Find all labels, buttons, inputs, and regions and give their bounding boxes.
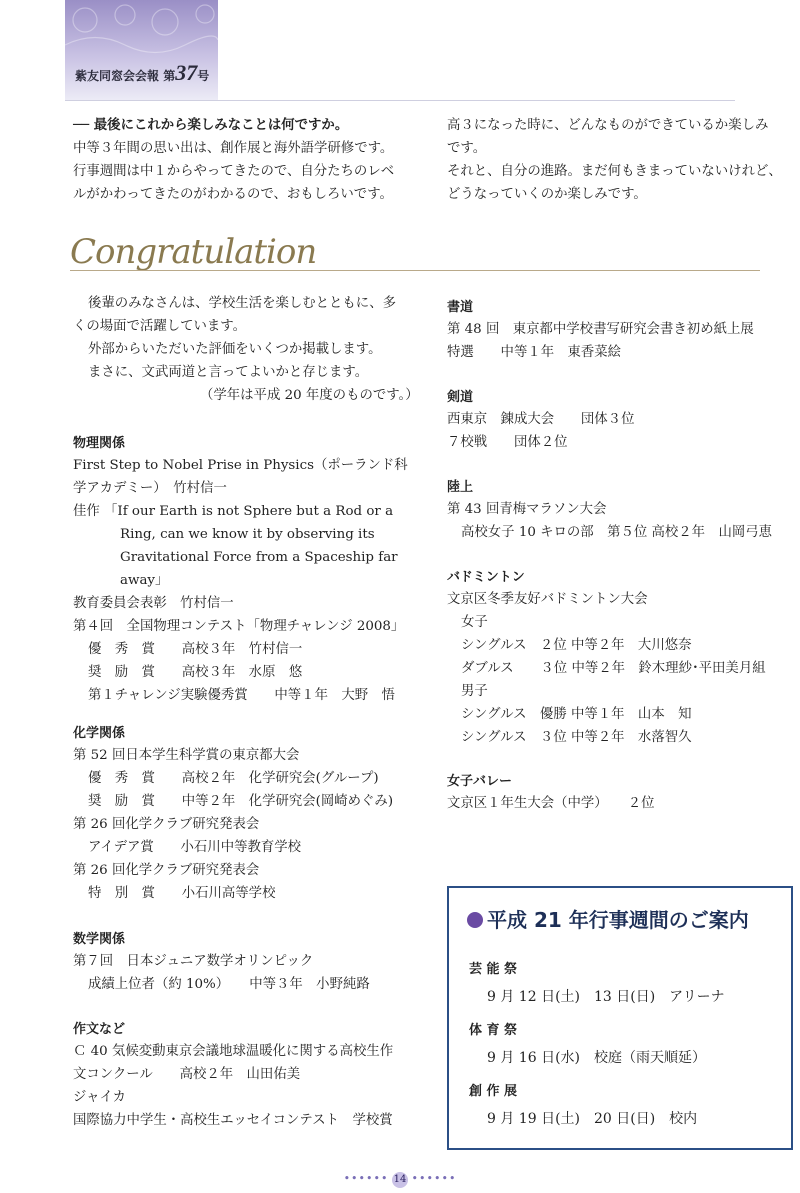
- award-line: 高校女子 10 キロの部 第５位 高校２年 山岡弓恵: [461, 525, 773, 540]
- award-line: 佳作 「If our Earth is not Sphere but a Rod or a: [73, 504, 394, 519]
- award-line: シングルス ３位 中等２年 水落智久: [461, 730, 692, 745]
- award-line: 文コンクール 高校２年 山田佑美: [73, 1067, 301, 1082]
- interview-line: 中等３年間の思い出は、創作展と海外語学研修です。: [73, 141, 394, 156]
- intro-line: まさに、文武両道と言ってよいかと存じます。: [88, 365, 369, 380]
- award-line: 男子: [461, 684, 488, 699]
- interview-line: どうなっていくのか楽しみです。: [447, 187, 647, 202]
- bullet-dot-icon: [467, 912, 483, 928]
- intro-line: 外部からいただいた評価をいくつか掲載します。: [88, 342, 382, 357]
- award-line: 文京区１年生大会（中学） ２位: [447, 796, 655, 811]
- award-line: Gravitational Force from a Spaceship far: [120, 550, 398, 565]
- award-line: 特選 中等１年 東香菜絵: [447, 345, 622, 360]
- congratulation-title: Congratulation: [70, 232, 317, 272]
- award-line: 学アカデミー） 竹村信一: [73, 481, 227, 496]
- award-line: 第 43 回青梅マラソン大会: [447, 502, 607, 517]
- award-line: 優 秀 賞 高校３年 竹村信一: [88, 642, 303, 657]
- award-line: 第 52 回日本学生科学賞の東京都大会: [73, 748, 300, 763]
- event-detail: 9 月 19 日(土) 20 日(日) 校内: [487, 1111, 698, 1127]
- award-line: 第１チャレンジ実験優秀賞 中等１年 大野 悟: [88, 688, 395, 703]
- section-heading: バドミントン: [447, 570, 525, 585]
- award-line: シングルス 優勝 中等１年 山本 知: [461, 707, 692, 722]
- ornament-pattern: [65, 0, 218, 60]
- award-line: 女子: [461, 615, 488, 630]
- award-line: 西東京 錬成大会 団体３位: [447, 412, 635, 427]
- award-line: Ring, can we know it by observing its: [120, 527, 375, 542]
- award-line: 第７回 日本ジュニア数学オリンピック: [73, 954, 314, 969]
- page-footer: •••••• 14 ••••••: [0, 1172, 800, 1188]
- section-heading: 作文など: [73, 1022, 126, 1037]
- award-line: away」: [120, 573, 169, 588]
- section-heading: 数学関係: [73, 932, 126, 947]
- interview-line: です。: [447, 141, 487, 156]
- interview-line: 行事週間は中１からやってきたので、自分たちのレベ: [73, 164, 395, 179]
- interview-line: ルがかわってきたのがわかるので、おもしろいです。: [73, 187, 393, 202]
- award-line: 優 秀 賞 高校２年 化学研究会(グループ): [88, 771, 379, 786]
- award-line: ７校戦 団体２位: [447, 435, 568, 450]
- award-line: アイデア賞 小石川中等教育学校: [88, 840, 302, 855]
- award-line: Ｃ 40 気候変動東京会議地球温暖化に関する高校生作: [73, 1044, 394, 1059]
- award-line: First Step to Nobel Prise in Physics（ポーランド科: [73, 458, 408, 473]
- section-heading: 剣道: [447, 390, 474, 405]
- section-heading: 化学関係: [73, 726, 126, 741]
- award-line: シングルス ２位 中等２年 大川悠奈: [461, 638, 692, 653]
- award-line: 奨 励 賞 高校３年 水原 悠: [88, 665, 303, 680]
- award-line: ジャイカ: [73, 1090, 126, 1105]
- award-line: ダブルス ３位 中等２年 鈴木理紗･平田美月組: [461, 661, 766, 676]
- interview-question: ── 最後にこれから楽しみなことは何ですか。: [73, 118, 349, 133]
- header-rule: [65, 100, 735, 101]
- interview-line: 高３になった時に、どんなものができているか楽しみ: [447, 118, 769, 133]
- intro-line: くの場面で活躍しています。: [73, 319, 247, 334]
- award-line: 奨 励 賞 中等２年 化学研究会(岡崎めぐみ): [88, 794, 394, 809]
- interview-line: それと、自分の進路。まだ何もきまっていないけれど、: [447, 164, 782, 179]
- section-heading: 物理関係: [73, 436, 126, 451]
- section-heading: 書道: [447, 300, 474, 315]
- event-detail: 9 月 16 日(水) 校庭（雨天順延）: [487, 1050, 706, 1066]
- award-line: 第 48 回 東京都中学校書写研究会書き初め紙上展: [447, 322, 754, 337]
- award-line: 第 26 回化学クラブ研究発表会: [73, 863, 260, 878]
- publication-title: 紫友同窓会会報 第37号: [75, 60, 210, 85]
- congratulation-rule: [70, 270, 760, 271]
- award-line: 文京区冬季友好バドミントン大会: [447, 592, 648, 607]
- page-number: 14: [392, 1172, 408, 1188]
- award-line: 特 別 賞 小石川高等学校: [88, 886, 276, 901]
- event-box-title: 平成 21 年行事週間のご案内: [467, 904, 749, 933]
- event-name: 芸 能 祭: [469, 962, 518, 977]
- event-schedule-box: [447, 886, 793, 1150]
- section-heading: 陸上: [447, 480, 474, 495]
- event-name: 体 育 祭: [469, 1023, 518, 1038]
- award-line: 第４回 全国物理コンテスト「物理チャレンジ 2008」: [73, 619, 405, 634]
- award-line: 第 26 回化学クラブ研究発表会: [73, 817, 260, 832]
- award-line: 成績上位者（約 10%） 中等３年 小野純路: [88, 977, 370, 992]
- intro-line: 後輩のみなさんは、学校生活を楽しむとともに、多: [88, 296, 396, 311]
- intro-line: （学年は平成 20 年度のものです。）: [200, 388, 419, 403]
- award-line: 国際協力中学生・高校生エッセイコンテスト 学校賞: [73, 1113, 393, 1128]
- award-line: 教育委員会表彰 竹村信一: [73, 596, 234, 611]
- event-name: 創 作 展: [469, 1084, 518, 1099]
- section-heading: 女子バレー: [447, 774, 513, 789]
- event-detail: 9 月 12 日(土) 13 日(日) アリーナ: [487, 989, 725, 1005]
